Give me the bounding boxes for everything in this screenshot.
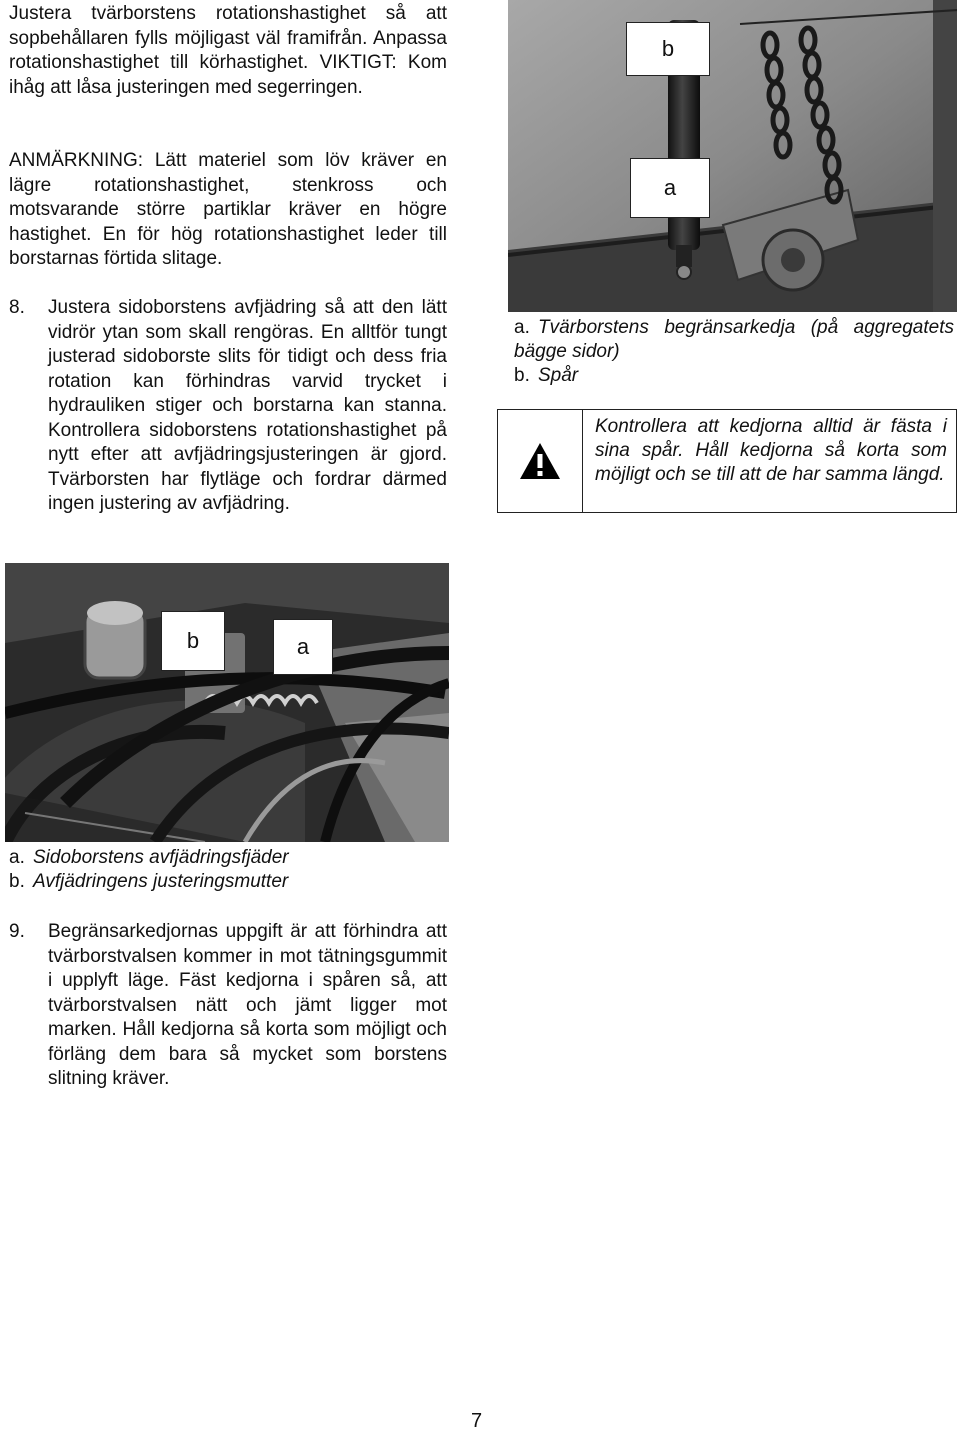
- caption-letter: a.: [514, 317, 530, 338]
- caption-text: Avfjädringens justeringsmutter: [33, 871, 289, 892]
- caption-letter: a.: [9, 847, 25, 868]
- caption-letter: b.: [514, 365, 530, 386]
- warning-text: Kontrollera att kedjorna alltid är fästa i sina spår. Håll kedjorna så korta som möjligt och se till att de har samma längd.: [595, 416, 947, 485]
- caption-bottom-a: [9, 846, 449, 870]
- photo-label-a: a: [273, 619, 333, 675]
- warning-icon-cell: [498, 410, 583, 512]
- caption-text: Spår: [538, 365, 579, 386]
- caption-top-b: [514, 364, 954, 388]
- paragraph-rotation-speed: Justera tvärborstens rotationshastighet så att sopbehållaren fylls möjligast väl framifrån. Anpassa rotationshastighet till körhastighet. VIKTIGT: Kom ihåg att låsa justeringen med segerringen.: [9, 3, 447, 98]
- warning-triangle-icon: [518, 441, 562, 481]
- list-text: Begränsarkedjornas uppgift är att förhindra att tvärborstvalsen kommer in mot tätningsgummit i upplyft läge. Fäst kedjorna i spåren så, att tvärborstvalsen nätt och jämt ligger mot marken. Håll kedjorna så korta som möjligt och förläng dem bara så mycket som borstens slitning kräver.: [48, 921, 447, 1089]
- paragraph-note: ANMÄRKNING: Lätt materiel som löv kräver en lägre rotationshastighet, stenkross och motsvarande större partiklar kräver en högre hastighet. En för hög rotationshastighet leder till borstarnas förtida slitage.: [9, 150, 447, 269]
- caption-letter: b.: [9, 871, 25, 892]
- caption-bottom-b: [9, 870, 449, 894]
- list-text: Justera sidoborstens avfjädring så att den lätt vidrör ytan som skall rengöras. En alltför tungt justerad sidoborste slits för tidigt och dess fria rotation kan förhindras varvid trycket i hydrauliken stiger och borstarna kan stanna. Kontrollera sidoborstens rotationshastighet på nytt efter att avfjädringsjusteringen är gjord. Tvärborsten har flytläge och fordrar därmed ingen justering av avfjädring.: [48, 297, 447, 514]
- photo-label-b: b: [161, 611, 225, 671]
- warning-box: [497, 409, 957, 513]
- caption-top-a: [514, 316, 954, 364]
- page-number: 7: [471, 1410, 483, 1432]
- photo-chain-cylinder: [508, 0, 957, 312]
- list-number: 9.: [9, 921, 25, 942]
- photo-side-brush-spring: [5, 563, 449, 842]
- photo-label-b: b: [626, 22, 710, 76]
- photo-label-a: a: [630, 158, 710, 218]
- list-number: 8.: [9, 297, 25, 318]
- caption-text: Sidoborstens avfjädringsfjäder: [33, 847, 289, 868]
- caption-text: Tvärborstens begränsarkedja (på aggregatets bägge sidor): [514, 317, 954, 362]
